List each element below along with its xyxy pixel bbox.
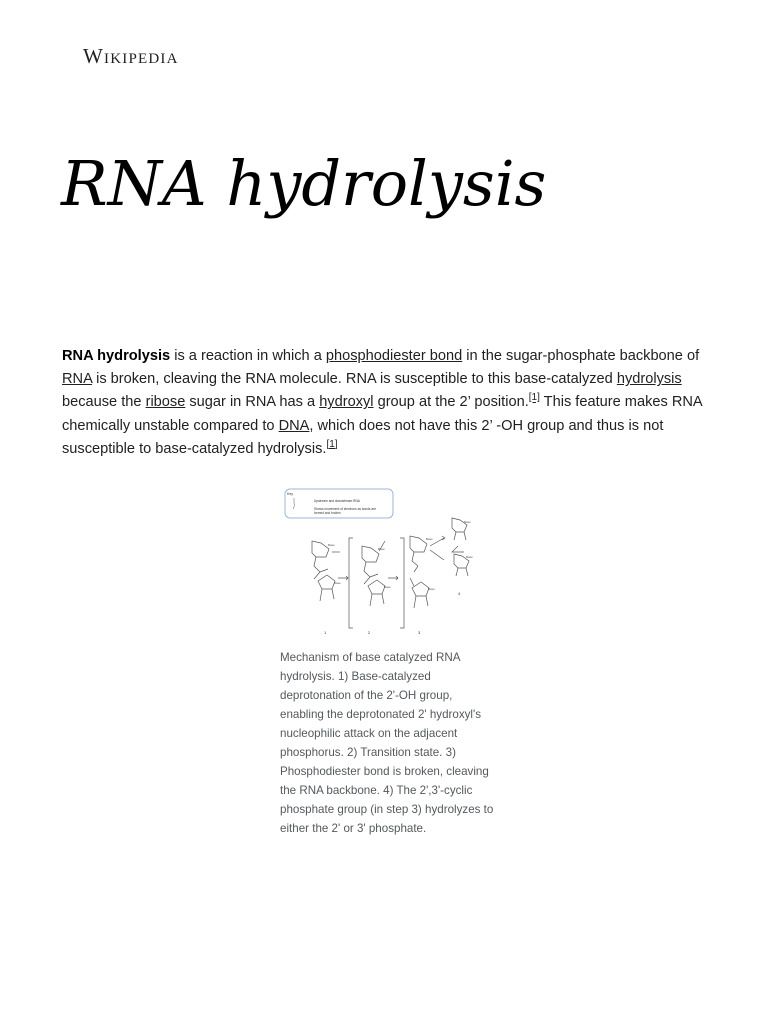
step-numbers — [324, 591, 461, 635]
lead-text: , which does not have this 2’ -OH group and thus is not susceptible to base-catalyzed hydrolysis. — [62, 417, 664, 457]
lead-paragraph — [62, 345, 710, 461]
svg-text:Base: Base — [464, 520, 471, 524]
reference-1 — [529, 393, 540, 404]
svg-text:Base: Base — [384, 585, 391, 589]
link-rna[interactable]: RNA — [62, 371, 93, 388]
figure-key — [285, 489, 393, 518]
key-label: Key — [287, 492, 294, 496]
step-number-3: 3 — [418, 630, 421, 635]
reference-2 — [326, 439, 337, 450]
reference-link[interactable]: [1] — [528, 392, 540, 404]
svg-text:Base: Base — [426, 537, 433, 541]
link-hydrolysis[interactable]: hydrolysis — [616, 371, 682, 388]
step-number-1: 1 — [324, 630, 327, 635]
svg-text:Base: Base — [328, 543, 335, 547]
lead-text: is broken, cleaving the RNA molecule. RNA is susceptible to this base-catalyzed — [92, 371, 617, 388]
structure-drawings — [312, 518, 469, 628]
link-ribose[interactable]: ribose — [145, 394, 186, 411]
mechanism-figure[interactable] — [280, 486, 500, 638]
mechanism-diagram — [280, 486, 500, 638]
link-dna[interactable]: DNA — [278, 417, 310, 434]
step-number-2: 2 — [368, 630, 371, 635]
lead-text: is a reaction in which a — [170, 348, 326, 364]
key-line-1: Upstream and downstream RNA — [314, 499, 360, 503]
page-title: RNA hydrolysis — [61, 147, 547, 220]
svg-text:Base: Base — [428, 587, 435, 591]
wikipedia-logo[interactable]: Wikipedia — [83, 44, 179, 68]
atom-labels — [328, 520, 473, 591]
link-hydroxyl[interactable]: hydroxyl — [319, 394, 374, 411]
svg-text:Base: Base — [334, 581, 341, 585]
reference-link[interactable]: [1] — [326, 438, 338, 450]
lead-text: because the — [62, 394, 146, 411]
bold-term: RNA hydrolysis — [62, 348, 171, 364]
svg-text:Base: Base — [466, 555, 473, 559]
lead-text: This feature makes RNA chemically unstable compared to — [62, 394, 702, 434]
lead-text: sugar in RNA has a — [185, 394, 320, 411]
link-phosphodiester-bond[interactable]: phosphodiester bond — [325, 348, 463, 364]
figure-caption: Mechanism of base catalyzed RNA hydrolysis. 1) Base-catalyzed deprotonation of the 2'-OH group, enabling the deprotonated 2' hydroxyl's nucleophilic attack on the adjacent phosphorus. 2) Transition state. 3) Phosphodiester bond is broken, cleaving the RNA backbone. 4) The 2',3'-cyclic phosphate group (in step 3) hydrolyzes to either the 2' or 3' phosphate. — [280, 651, 494, 835]
lead-text: in the sugar-phosphate backbone of — [462, 348, 700, 364]
key-line-3: formed and broken — [314, 511, 341, 515]
lead-text: group at the 2’ position. — [373, 394, 529, 411]
step-number-4: 4 — [458, 591, 461, 596]
key-line-2: Shows movement of electrons as bonds are — [314, 507, 377, 511]
svg-text:Base: Base — [378, 547, 385, 551]
